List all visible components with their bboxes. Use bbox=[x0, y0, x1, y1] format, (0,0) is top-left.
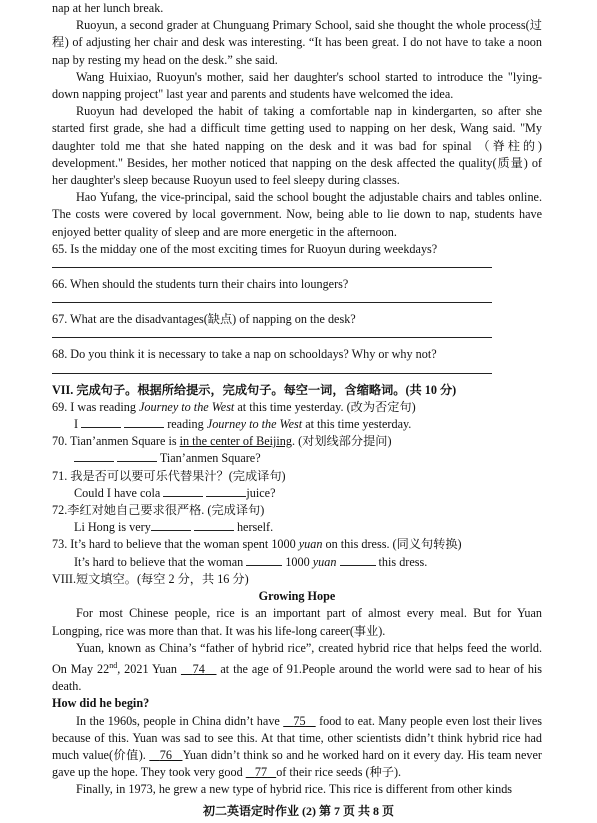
answer-69: I reading Journey to the West at this time yesterday. bbox=[74, 417, 412, 432]
question-70: 70. Tian’anmen Square is in the center of Beijing. (对划线部分提问) bbox=[52, 434, 392, 449]
page-footer: 初二英语定时作业 (2) 第 7 页 共 8 页 bbox=[203, 804, 394, 818]
question-66: 66. When should the students turn their chairs into loungers? bbox=[52, 277, 349, 292]
blank[interactable] bbox=[74, 450, 114, 462]
passage-heading: Growing Hope bbox=[258, 589, 336, 604]
passage-paragraph: Yuan, known as China’s “father of hybrid rice”, created hybrid rice that helps feed the world. On May 22nd, 2021 Yuan 74 at the age of 91.People around the world were sad to hear of his death. bbox=[52, 640, 543, 694]
blank[interactable] bbox=[81, 416, 121, 428]
passage-paragraph: Hao Yufang, the vice-principal, said the school bought the adjustable chairs and tables online. The costs were covered by local government. Now, being able to lie down to nap, students have enjoyed better quality of sleep and are more energetic in the afternoon. bbox=[52, 190, 542, 239]
question-69: 69. I was reading Journey to the West at this time yesterday. (改为否定句) bbox=[52, 399, 416, 414]
worksheet-page bbox=[52, 0, 542, 799]
question-73: 73. It’s hard to believe that the woman spent 1000 yuan on this dress. (同义句转换) bbox=[52, 537, 462, 552]
answer-72: Li Hong is very herself. bbox=[74, 520, 274, 535]
question-68: 68. Do you think it is necessary to take a nap on schooldays? Why or why not? bbox=[52, 347, 437, 362]
question-71: 71. 我是否可以要可乐代替果汁？(完成译句) bbox=[52, 468, 286, 483]
passage-paragraph: Ruoyun had developed the habit of taking a comfortable nap in kindergarten, so after she started first grade, she had a difficult time getting used to napping on her desk, Wang said. "My daughter told me that she hated napping on the desk and it was bad for spinal （脊柱的) development." Besides, her mother noticed that napping on the desk affected the quality(质量) of her daughter's sleep because Ruoyun used to feel sleepy during classes. bbox=[52, 104, 542, 188]
answer-73: It’s hard to believe that the woman 1000 yuan this dress. bbox=[74, 554, 428, 569]
answer-71: Could I have cola juice? bbox=[74, 485, 276, 500]
answer-line[interactable] bbox=[52, 328, 492, 338]
blank[interactable] bbox=[117, 450, 157, 462]
blank-77[interactable]: 77 bbox=[254, 765, 268, 780]
blank[interactable] bbox=[340, 554, 376, 566]
section-title: VIII.短文填空。(每空 2 分，共 16 分) bbox=[52, 571, 249, 586]
blank[interactable] bbox=[206, 485, 246, 497]
passage-paragraph: In the 1960s, people in China didn’t have 75 food to eat. Many people even lost their lives because of this. Yuan was sad to see this. At that time, other scientists didn’t think hybrid rice had much value(价值). 76 Yuan didn’t think so and he worked hard on it every day. His team never gave up the hope. They took very good 77 of their rice seeds (种子). bbox=[52, 713, 543, 780]
question-67: 67. What are the disadvantages(缺点) of napping on the desk? bbox=[52, 312, 356, 327]
blank[interactable] bbox=[194, 519, 234, 531]
blank[interactable] bbox=[151, 519, 191, 531]
blank[interactable] bbox=[163, 485, 203, 497]
passage-paragraph: Finally, in 1973, he grew a new type of hybrid rice. This rice is different from other kinds bbox=[76, 782, 513, 797]
passage-line: nap at her lunch break. bbox=[52, 1, 164, 15]
blank-76[interactable]: 76 bbox=[159, 747, 172, 762]
blank-75[interactable]: 75 bbox=[293, 713, 306, 728]
answer-line[interactable] bbox=[52, 364, 492, 374]
passage-paragraph: Ruoyun, a second grader at Chunguang Primary School, said she thought the whole process(过程) of adjusting her chair and desk was interesting. “It has been great. I do not have to take a noon nap by resting my head on the desk.” she said. bbox=[52, 18, 542, 67]
passage-subheading: How did he begin? bbox=[52, 696, 150, 711]
section-title: VII. 完成句子。根据所给提示，完成句子。每空一词，含缩略词。(共 10 分) bbox=[52, 382, 457, 397]
passage-paragraph: For most Chinese people, rice is an important part of almost every meal. But for Yuan Longping, rice was more than that. It was his life-long career(事业). bbox=[52, 606, 542, 638]
answer-70: Tian’anmen Square? bbox=[52, 450, 542, 467]
answer-line[interactable] bbox=[52, 258, 492, 268]
question-72: 72.李红对她自己要求很严格. (完成译句) bbox=[52, 503, 265, 518]
question-65: 65. Is the midday one of the most exciting times for Ruoyun during weekdays? bbox=[52, 241, 438, 256]
answer-line[interactable] bbox=[52, 293, 492, 303]
blank[interactable] bbox=[124, 416, 164, 428]
blank-74[interactable]: 74 bbox=[192, 661, 205, 676]
blank[interactable] bbox=[246, 554, 282, 566]
passage-paragraph: Wang Huixiao, Ruoyun's mother, said her daughter's school started to introduce the "lying-down napping project" last year and parents and students have welcomed the idea. bbox=[52, 69, 542, 102]
